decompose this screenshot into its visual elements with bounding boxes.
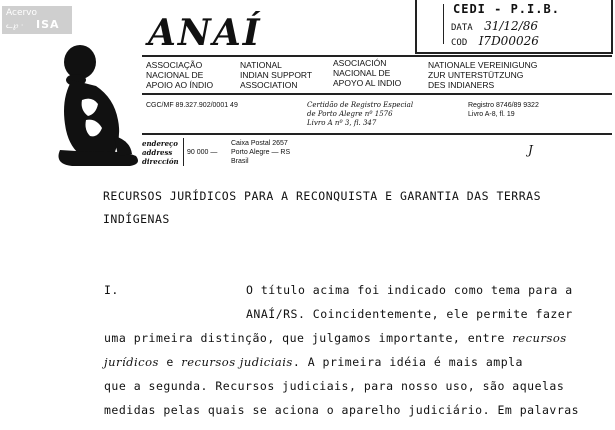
body-line4-text2: . A primeira idéia é mais ampla	[292, 355, 523, 369]
body-line5: que a segunda. Recursos judiciais, para nosso uso, são aquelas	[104, 379, 565, 393]
body-line3-text: uma primeira distinção, que julgamos importante, entre	[104, 331, 513, 345]
page-mark: J	[528, 143, 533, 157]
stamp-date-label: DATA	[451, 23, 473, 33]
address-separator	[183, 138, 184, 166]
document-heading-line2: INDÍGENAS	[103, 212, 170, 226]
anai-logo: ANAÍ	[148, 12, 262, 54]
org-es-line1: ASOCIACIÓN	[333, 58, 387, 68]
address-label-es: dirección	[142, 157, 179, 166]
body-line4-italic2: recursos judiciais	[181, 355, 293, 369]
org-name-de	[428, 60, 537, 90]
postal-code: 90 000 —	[187, 149, 218, 156]
org-de-line1: NATIONALE VEREINIGUNG	[428, 60, 538, 70]
body-line3	[104, 331, 567, 345]
registry-info-right	[468, 101, 539, 119]
watermark-line2: ISA	[36, 18, 60, 31]
body-line6: medidas pelas quais se aciona o aparelho judiciário. Em palavras	[104, 403, 580, 417]
org-en-line1: NATIONAL	[240, 60, 282, 70]
stamp-code-value: I7D00026	[478, 34, 539, 48]
address-labels	[142, 139, 179, 166]
stamp-title: CEDI - P.I.B.	[453, 2, 560, 16]
org-en-line2: INDIAN SUPPORT	[240, 70, 313, 80]
registry-line2: de Porto Alegre nº 1576	[307, 110, 393, 118]
letterhead-rule-bottom	[142, 133, 612, 135]
watermark-mark: ᓚ℘ ·	[6, 21, 24, 30]
body-line4-text1: e	[158, 355, 182, 369]
registry-line1: Certidão de Registro Especial	[307, 101, 414, 109]
org-de-line3: DES INDIANERS	[428, 80, 495, 90]
body-line4-italic1: jurídicos	[104, 355, 159, 369]
org-name-en	[240, 60, 312, 90]
stamp-date-row	[451, 19, 538, 33]
registry-right-line2: Livro A-8, fl. 19	[468, 111, 515, 118]
org-name-es	[333, 58, 401, 88]
registry-right-line1: Registro 8746/89 9322	[468, 102, 539, 109]
org-en-line3: ASSOCIATION	[240, 80, 298, 90]
archive-stamp	[415, 0, 613, 54]
body-line2: ANAÍ/RS. Coincidentemente, ele permite fazer	[246, 307, 573, 321]
letterhead-rule-middle	[142, 93, 612, 95]
address-line1: Caixa Postal 2657	[231, 140, 288, 147]
stamp-box	[425, 4, 444, 44]
stamp-date-value: 31/12/86	[484, 19, 539, 33]
postal-address	[231, 139, 290, 166]
stamp-code-row	[451, 34, 539, 48]
section-number: I.	[104, 283, 119, 297]
org-es-line2: NACIONAL DE	[333, 68, 391, 78]
org-name-pt	[146, 60, 213, 90]
registry-line3: Livro A nº 3, fl. 347	[307, 119, 377, 127]
letterhead-rule-top	[142, 55, 612, 57]
watermark-line1: Acervo	[6, 8, 38, 18]
cgc-number: CGC/MF 89.327.902/0001 49	[146, 102, 238, 109]
address-label-en: address	[142, 148, 173, 157]
registry-info	[307, 101, 413, 128]
org-es-line3: APOYO AL INDIO	[333, 78, 402, 88]
body-line3-italic: recursos	[512, 331, 567, 345]
stamp-code-label: COD	[451, 38, 468, 48]
body-line1: O título acima foi indicado como tema para a	[246, 283, 573, 297]
document-heading-line1: RECURSOS JURÍDICOS PARA A RECONQUISTA E GARANTIA DAS TERRAS	[103, 189, 541, 203]
org-de-line2: ZUR UNTERSTÜTZUNG	[428, 70, 524, 80]
org-pt-line3: APOIO AO ÍNDIO	[146, 80, 214, 90]
address-line2: Porto Alegre — RS	[231, 149, 291, 156]
body-line4	[104, 355, 523, 369]
org-pt-line1: ASSOCIAÇÃO	[146, 60, 203, 70]
org-pt-line2: NACIONAL DE	[146, 70, 204, 80]
address-label-pt: endereço	[142, 139, 178, 148]
indian-figure-logo-icon	[52, 40, 144, 168]
address-line3: Brasil	[231, 158, 249, 165]
acervo-isa-watermark	[2, 6, 72, 34]
